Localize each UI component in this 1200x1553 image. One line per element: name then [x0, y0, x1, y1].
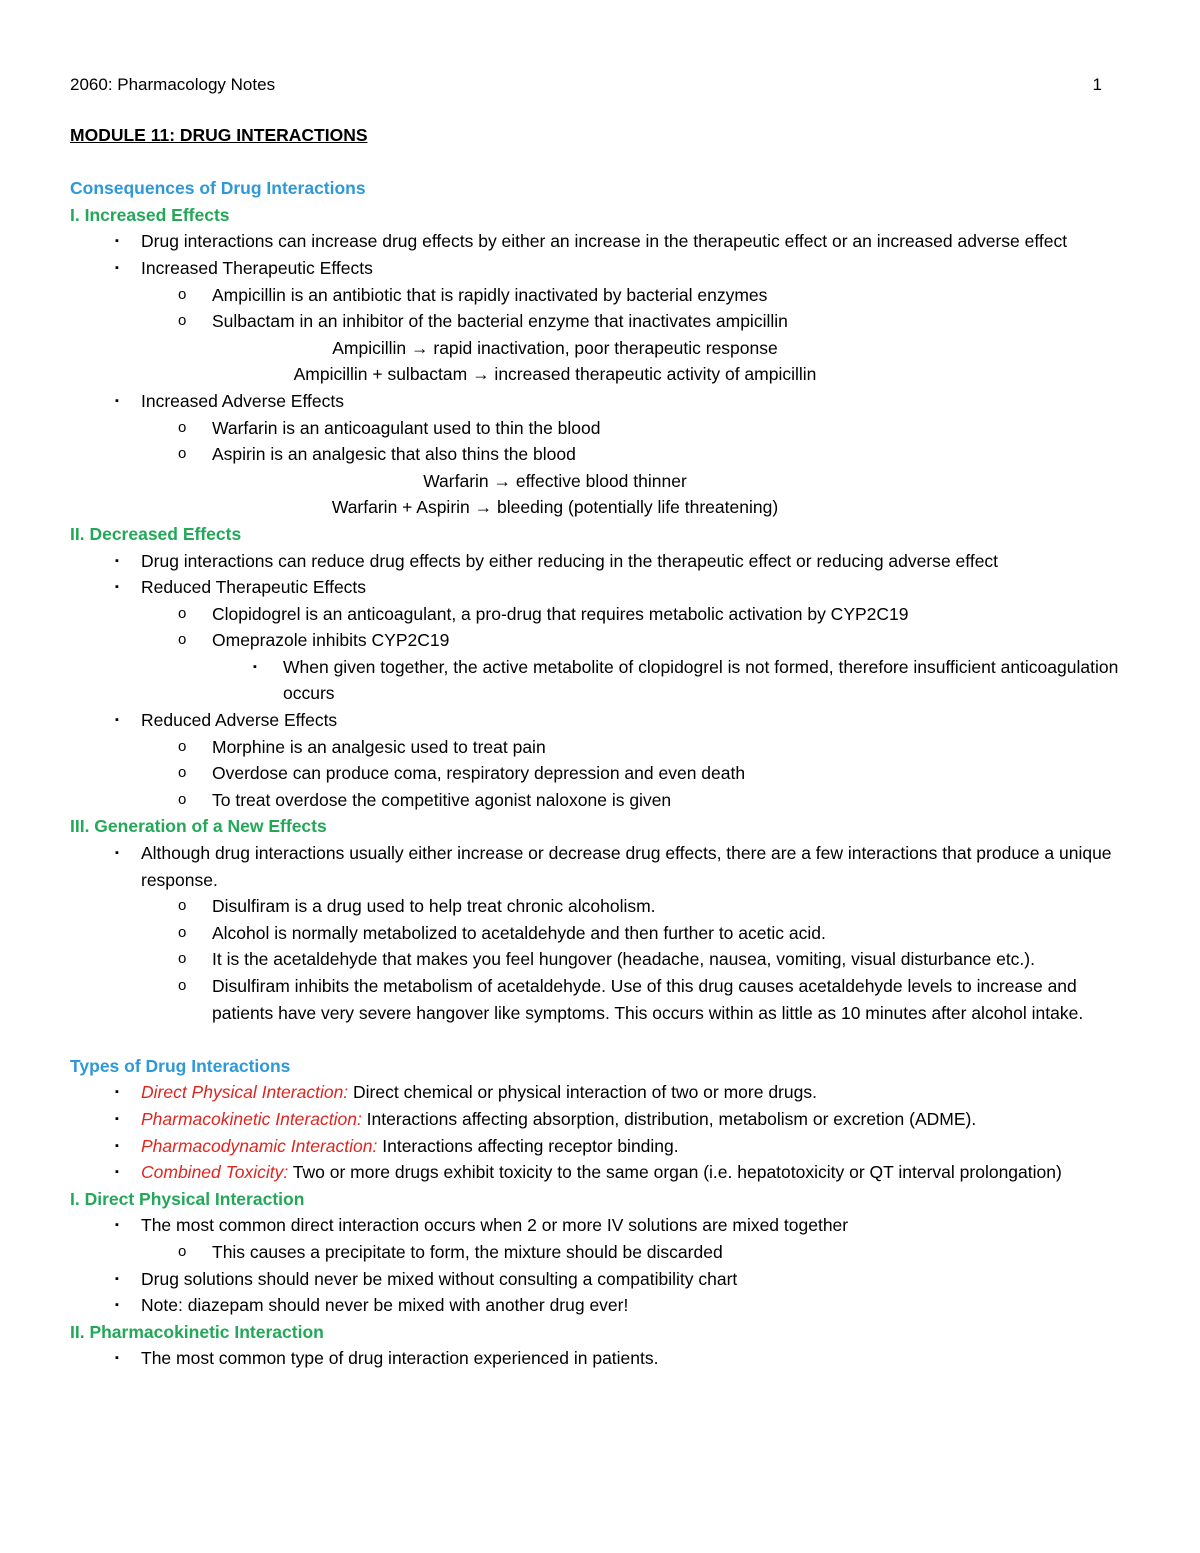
square-bullet-icon: ▪: [115, 554, 119, 567]
square-bullet-icon: ▪: [115, 235, 119, 248]
subheading-decreased-effects: II. Decreased Effects: [70, 523, 242, 544]
list-item: ▪ Increased Adverse Effects: [70, 388, 1140, 415]
section-heading-consequences: Consequences of Drug Interactions: [70, 178, 366, 199]
list-item: ▪ Drug solutions should never be mixed without consulting a compatibility chart: [70, 1266, 1140, 1293]
list-item: o Sulbactam in an inhibitor of the bacterial enzyme that inactivates ampicillin: [70, 308, 1140, 335]
list-item: o Overdose can produce coma, respiratory depression and even death: [70, 760, 1140, 787]
list-item: o This causes a precipitate to form, the mixture should be discarded: [70, 1239, 1140, 1266]
list-item: o Alcohol is normally metabolized to acetaldehyde and then further to acetic acid.: [70, 920, 1140, 947]
list-item: o Ampicillin is an antibiotic that is rapidly inactivated by bacterial enzymes: [70, 282, 1140, 309]
subheading-pharmacokinetic: II. Pharmacokinetic Interaction: [70, 1321, 324, 1342]
list-item: o Morphine is an analgesic used to treat pain: [70, 734, 1140, 761]
circle-bullet-icon: o: [178, 631, 187, 649]
square-bullet-icon: ▪: [115, 714, 119, 727]
list-item: o Disulfiram inhibits the metabolism of acetaldehyde. Use of this drug causes acetaldehyde levels to increase and patients have very severe hangover like symptoms. This occurs within as little as 10 minutes after alcohol intake.: [70, 973, 1140, 1026]
list-item: ▪ Reduced Adverse Effects: [70, 707, 1140, 734]
type-label: Pharmacokinetic Interaction:: [141, 1108, 362, 1129]
list-item: o Warfarin is an anticoagulant used to thin the blood: [70, 415, 1140, 442]
type-item: [70, 1079, 1140, 1106]
square-bullet-icon: ▪: [115, 1219, 119, 1232]
list-item: o Clopidogrel is an anticoagulant, a pro-drug that requires metabolic activation by CYP2C19: [70, 601, 1140, 628]
list-item: ▪ Drug interactions can reduce drug effects by either reducing in the therapeutic effect or reducing adverse effect: [70, 548, 1140, 575]
square-bullet-icon: ▪: [115, 394, 119, 407]
circle-bullet-icon: o: [178, 897, 187, 915]
reaction-line: Warfarin → effective blood thinner: [423, 470, 687, 491]
subheading-increased-effects: I. Increased Effects: [70, 204, 230, 225]
square-bullet-icon: ▪: [115, 1139, 119, 1152]
list-item: o To treat overdose the competitive agonist naloxone is given: [70, 787, 1140, 814]
circle-bullet-icon: o: [178, 764, 187, 782]
list-item: o Omeprazole inhibits CYP2C19: [70, 627, 1140, 654]
circle-bullet-icon: o: [178, 418, 187, 436]
type-text: Direct chemical or physical interaction of two or more drugs.: [348, 1082, 817, 1103]
type-label: Pharmacodynamic Interaction:: [141, 1135, 378, 1156]
reaction-line: Warfarin + Aspirin → bleeding (potentially life threatening): [331, 497, 779, 518]
document-body: [70, 122, 1140, 1372]
spacer: [70, 1026, 1140, 1053]
type-item: [70, 1106, 1140, 1133]
type-label: Combined Toxicity:: [141, 1162, 289, 1183]
circle-bullet-icon: o: [178, 737, 187, 755]
circle-bullet-icon: o: [178, 445, 187, 463]
circle-bullet-icon: o: [178, 923, 187, 941]
circle-bullet-icon: o: [178, 790, 187, 808]
page-number: 1: [1092, 75, 1102, 94]
circle-bullet-icon: o: [178, 312, 187, 330]
type-text: Two or more drugs exhibit toxicity to the same organ (i.e. hepatotoxicity or QT interval prolongation): [288, 1162, 1062, 1183]
circle-bullet-icon: o: [178, 977, 187, 994]
list-item: o It is the acetaldehyde that makes you feel hungover (headache, nausea, vomiting, visual disturbance etc.).: [70, 946, 1140, 973]
list-item: ▪ Although drug interactions usually either increase or decrease drug effects, there are a few interactions that produce a unique response.: [70, 840, 1140, 893]
square-bullet-icon: ▪: [115, 1166, 119, 1179]
square-bullet-icon: ▪: [115, 1112, 119, 1125]
list-item: ▪ Increased Therapeutic Effects: [70, 255, 1140, 282]
list-item: ▪ Drug interactions can increase drug effects by either an increase in the therapeutic effect or an increased adverse effect: [70, 228, 1140, 255]
type-text: Interactions affecting absorption, distribution, metabolism or excretion (ADME).: [361, 1108, 977, 1129]
square-bullet-icon: ▪: [115, 1352, 119, 1365]
module-title: MODULE 11: DRUG INTERACTIONS: [70, 125, 368, 145]
subheading-new-effects: III. Generation of a New Effects: [70, 816, 327, 837]
square-bullet-icon: ▪: [115, 847, 119, 860]
list-item: ▪ When given together, the active metabolite of clopidogrel is not formed, therefore insufficient anticoagulation occurs: [70, 654, 1140, 707]
reaction-line: Ampicillin → rapid inactivation, poor therapeutic response: [332, 337, 778, 358]
type-item: [70, 1159, 1140, 1186]
square-bullet-icon: ▪: [115, 581, 119, 594]
circle-bullet-icon: o: [178, 1242, 187, 1260]
reaction-line: Ampicillin + sulbactam → increased therapeutic activity of ampicillin: [293, 364, 817, 385]
square-bullet-icon: ▪: [115, 1086, 119, 1099]
list-item: o Disulfiram is a drug used to help treat chronic alcoholism.: [70, 893, 1140, 920]
section-heading-types: Types of Drug Interactions: [70, 1055, 291, 1076]
list-item: ▪ The most common direct interaction occurs when 2 or more IV solutions are mixed together: [70, 1212, 1140, 1239]
header-title: 2060: Pharmacology Notes: [70, 75, 276, 94]
circle-bullet-icon: o: [178, 950, 187, 968]
subheading-direct-physical: I. Direct Physical Interaction: [70, 1188, 305, 1209]
square-bullet-icon: ▪: [115, 261, 119, 274]
list-item: ▪ The most common type of drug interaction experienced in patients.: [70, 1345, 1140, 1372]
square-bullet-icon: ▪: [115, 1272, 119, 1285]
page-header: [70, 74, 1102, 96]
list-item: ▪ Note: diazepam should never be mixed with another drug ever!: [70, 1292, 1140, 1319]
list-item: o Aspirin is an analgesic that also thins the blood: [70, 441, 1140, 468]
type-label: Direct Physical Interaction:: [141, 1082, 349, 1103]
square-bullet-icon: ▪: [253, 660, 257, 673]
circle-bullet-icon: o: [178, 285, 187, 303]
square-bullet-icon: ▪: [115, 1299, 119, 1312]
type-item: [70, 1133, 1140, 1160]
type-text: Interactions affecting receptor binding.: [377, 1135, 679, 1156]
list-item: ▪ Reduced Therapeutic Effects: [70, 574, 1140, 601]
circle-bullet-icon: o: [178, 604, 187, 622]
